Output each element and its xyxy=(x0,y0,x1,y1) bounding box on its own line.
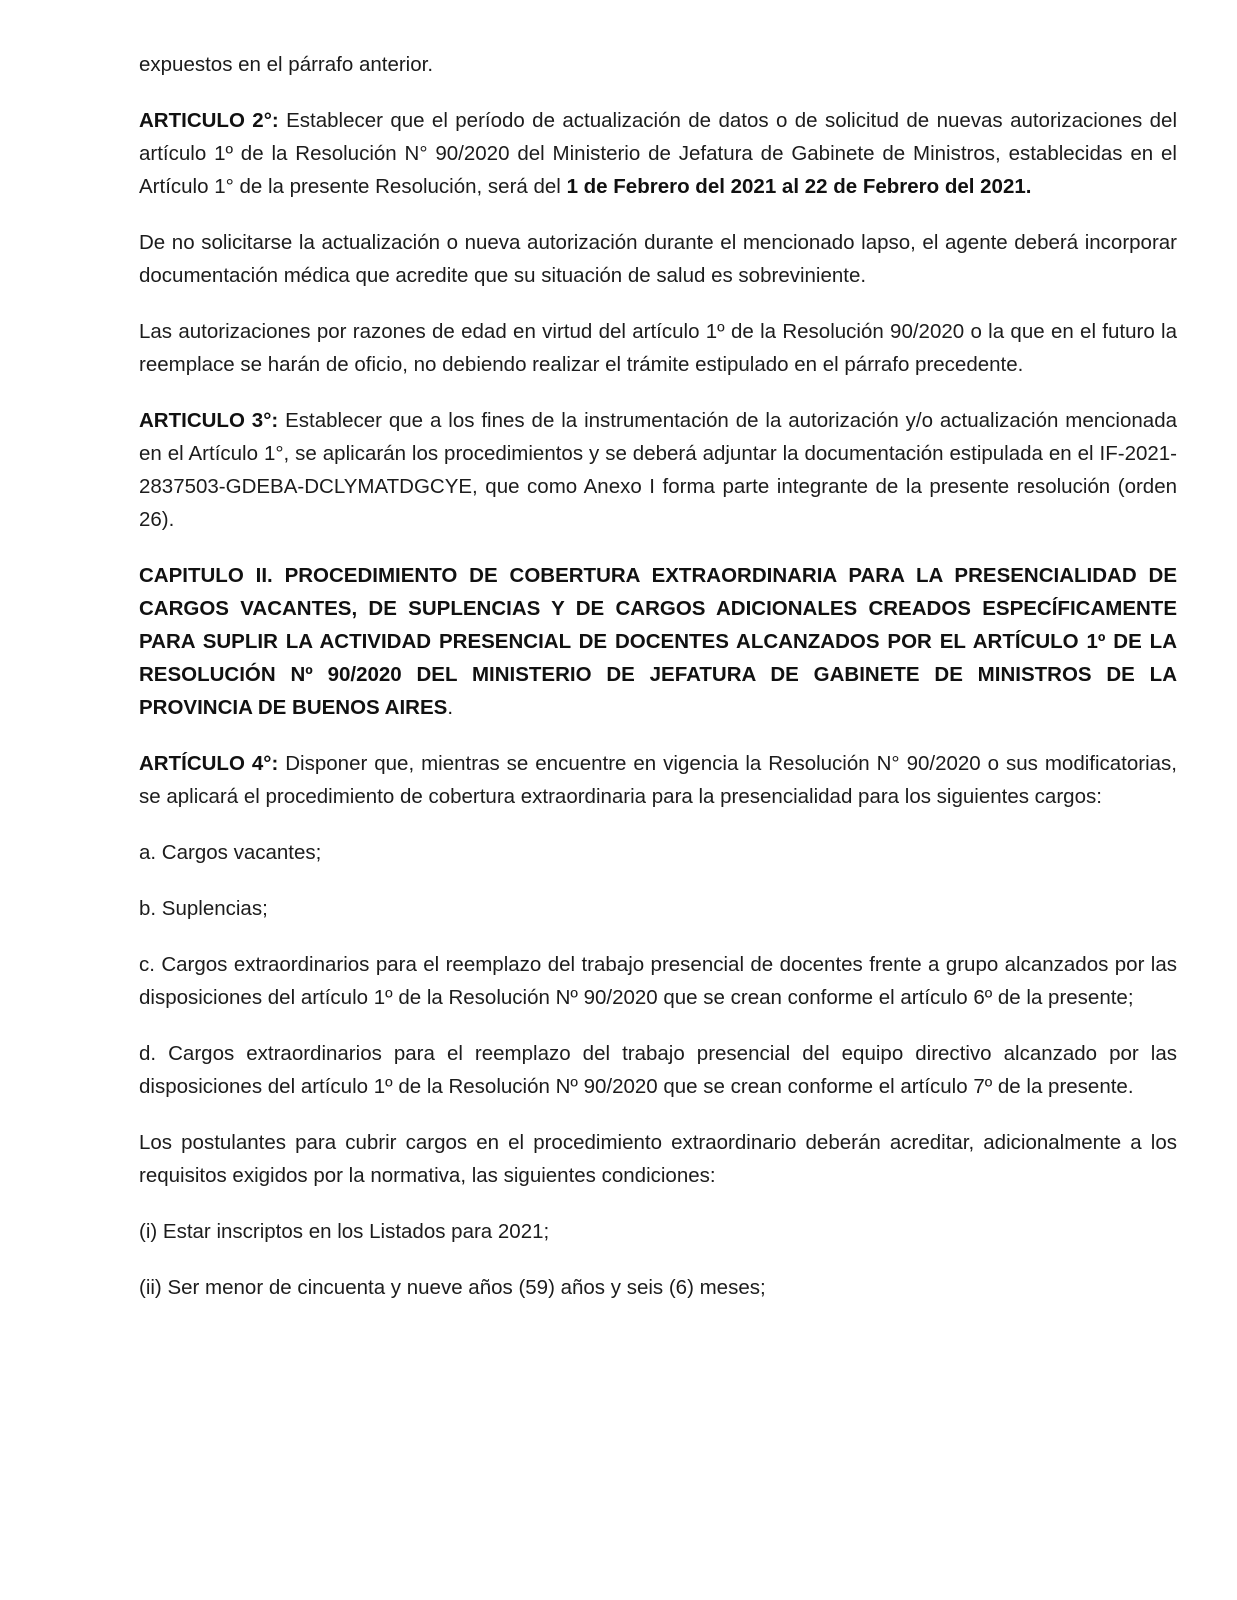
paragraph-continuation xyxy=(139,48,1177,81)
paragraph-text: expuestos en el párrafo anterior. xyxy=(139,53,434,76)
list-item-b xyxy=(139,892,1177,925)
list-item-d xyxy=(139,1037,1177,1103)
paragraph-text: Las autorizaciones por razones de edad en virtud del artículo 1º de la Resolución 90/2020 o la que en el futuro la reemplace se harán de oficio, no debiendo realizar el trámite estipulado en el párrafo precedente. xyxy=(139,320,1177,376)
paragraph-text: Los postulantes para cubrir cargos en el procedimiento extraordinario deberán acreditar, adicionalmente a los requisitos exigidos por la normativa, las siguientes condiciones: xyxy=(139,1131,1177,1187)
list-item-a xyxy=(139,836,1177,869)
article-2-dates: 1 de Febrero del 2021 al 22 de Febrero del 2021. xyxy=(566,175,1032,198)
list-item-text: b. Suplencias; xyxy=(139,897,268,920)
list-item-c xyxy=(139,948,1177,1014)
chapter-period: . xyxy=(447,696,454,719)
article-3-label: ARTICULO 3°: xyxy=(139,409,279,432)
paragraph-text: De no solicitarse la actualización o nueva autorización durante el mencionado lapso, el agente deberá incorporar documentación médica que acredite que su situación de salud es sobreviniente. xyxy=(139,231,1177,287)
list-item-text: a. Cargos vacantes; xyxy=(139,841,322,864)
list-item-text: d. Cargos extraordinarios para el reemplazo del trabajo presencial del equipo directivo alcanzado por las disposiciones del artículo 1º de la Resolución Nº 90/2020 que se crean conforme el artículo 7º de la presente. xyxy=(139,1042,1177,1098)
article-4 xyxy=(139,747,1177,813)
article-3 xyxy=(139,404,1177,536)
article-2 xyxy=(139,104,1177,203)
chapter-title: CAPITULO II. PROCEDIMIENTO DE COBERTURA EXTRAORDINARIA PARA LA PRESENCIALIDAD DE CARGOS VACANTES, DE SUPLENCIAS Y DE CARGOS ADICIONALES CREADOS ESPECÍFICAMENTE PARA SUPLIR LA ACTIVIDAD PRESENCIAL DE DOCENTES ALCANZADOS POR EL ARTÍCULO 1º DE LA RESOLUCIÓN Nº 90/2020 DEL MINISTERIO DE JEFATURA DE GABINETE DE MINISTROS DE LA PROVINCIA DE BUENOS AIRES xyxy=(139,564,1177,719)
article-2-text: Establecer que el período de actualización de datos o de solicitud de nuevas autorizaciones del artículo 1º de la Resolución N° 90/2020 del Ministerio de Jefatura de Gabinete de Ministros, establecidas en el Artículo 1° de la presente Resolución, será del xyxy=(139,109,1177,198)
article-4-label: ARTÍCULO 4°: xyxy=(139,752,279,775)
chapter-heading xyxy=(139,559,1177,724)
article-3-text: Establecer que a los fines de la instrumentación de la autorización y/o actualización mencionada en el Artículo 1°, se aplicarán los procedimientos y se deberá adjuntar la documentación estipulada en el IF-2021-2837503-GDEBA-DCLYMATDGCYE, que como Anexo I forma parte integrante de la presente resolución (orden 26). xyxy=(139,409,1177,531)
condition-text: (i) Estar inscriptos en los Listados para 2021; xyxy=(139,1220,550,1243)
paragraph-autorizaciones-edad xyxy=(139,315,1177,381)
article-4-text: Disponer que, mientras se encuentre en vigencia la Resolución N° 90/2020 o sus modificatorias, se aplicará el procedimiento de cobertura extraordinaria para la presencialidad para los siguientes cargos: xyxy=(139,752,1177,808)
paragraph-actualizacion xyxy=(139,226,1177,292)
paragraph-postulantes xyxy=(139,1126,1177,1192)
condition-i xyxy=(139,1215,1177,1248)
condition-ii xyxy=(139,1271,1177,1304)
list-item-text: c. Cargos extraordinarios para el reemplazo del trabajo presencial de docentes frente a grupo alcanzados por las disposiciones del artículo 1º de la Resolución Nº 90/2020 que se crean conforme el artículo 6º de la presente; xyxy=(139,953,1177,1009)
article-2-label: ARTICULO 2°: xyxy=(139,109,279,132)
document-page xyxy=(139,48,1177,1327)
condition-text: (ii) Ser menor de cincuenta y nueve años (59) años y seis (6) meses; xyxy=(139,1276,766,1299)
